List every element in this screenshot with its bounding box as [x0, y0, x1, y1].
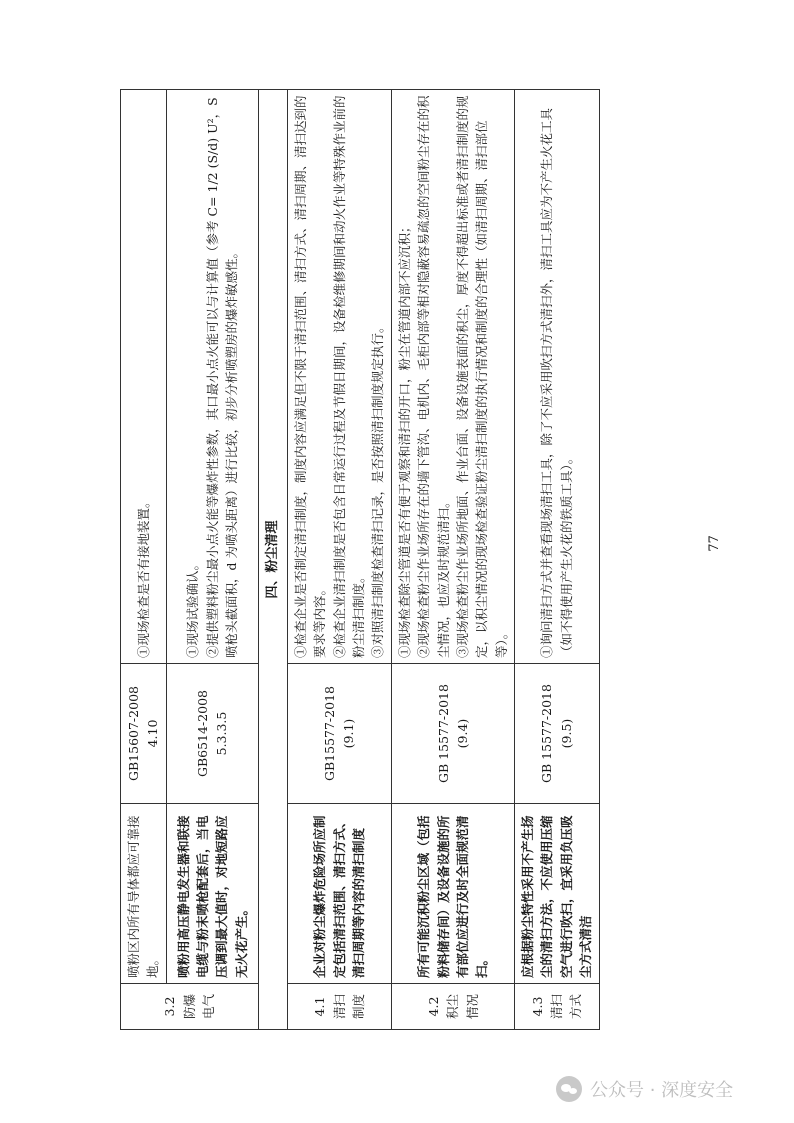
standard-line: GB6514-2008 — [194, 689, 210, 778]
section-title: 四、粉尘清理 — [258, 90, 287, 1030]
standard-cell — [391, 664, 514, 804]
watermark-text: 公众号 · 深度安全 — [590, 1080, 734, 1101]
table-row — [391, 90, 514, 1030]
requirement-cell: 所有可能沉积粉尘区域（包括粉料储存间）及设备设施的所有部位应进行及时全面规范清扫。 — [391, 804, 514, 984]
method-cell — [166, 90, 258, 664]
requirement-cell: 企业对粉尘爆炸危险场所应制定包括清扫范围、清扫方式、清扫周期等内容的清扫制度 — [287, 804, 391, 984]
standard-cell — [166, 664, 258, 804]
standard-cell — [121, 664, 167, 804]
table-row — [121, 90, 167, 1030]
requirement-cell: 应根据粉尘特性采用不产生扬尘的清扫方法，不应使用压缩空气进行吹扫，宜采用负压吸尘方式清洁 — [515, 804, 600, 984]
standard-line: GB 15577-2018 (9.4) — [435, 684, 470, 783]
method-cell — [515, 90, 600, 664]
item-cell: 4.1 清扫制度 — [287, 984, 391, 1030]
table-row — [166, 90, 258, 1030]
standard-line: GB 15577-2018 (9.5) — [539, 684, 574, 783]
item-cell: 3.2 防爆电气 — [121, 984, 259, 1030]
standard-cell — [287, 664, 391, 804]
inspection-table — [120, 89, 600, 1030]
method-cell — [391, 90, 514, 664]
method-line: ③对照清扫制度检查清扫记录，是否按照清扫制度规定执行。 — [370, 320, 386, 658]
page-number: 77 — [706, 535, 722, 552]
method-line: ①询问清扫方式并查看现场清扫工具，除了不应采用吹扫方式清扫外，清扫工具应为不产生火花工具（如不得使用产生火花的铁质工具）。 — [539, 107, 574, 658]
standard-cell — [515, 664, 600, 804]
method-line: ③现场检查粉尘作业场所地面、作业台面、设备设施表面的积尘，厚度不得超出标准或者清扫制度的规定，以积尘情况的现场检查验证粉尘清扫制度的执行情况和制度的合理性（如清扫周期、清扫部位等）。 — [454, 95, 509, 658]
standard-line: GB15577-2018 — [321, 686, 337, 781]
method-line: ②提供塑料粉尘最小点火能等爆炸性参数，其口最小点火能可以与计算值（参考 C= 1/2 (S/d) U²，S 喷枪头截面积，d 为喷头距离）进行比较，初步分析喷塑房的爆炸敏感性。 — [204, 97, 239, 658]
standard-line: GB15607-2008 — [126, 686, 141, 781]
method-cell — [121, 90, 167, 664]
item-cell: 4.2 积尘情况 — [391, 984, 514, 1030]
method-line: ①检查企业是否制定清扫制度，制度内容应满足但不限于清扫范围、清扫方式、清扫周期、清扫达到的要求等内容。 — [292, 95, 328, 658]
method-line: ①现场检查除尘管道是否有便于观察和清扫的开口，粉尘在管道内部不应沉积； — [396, 220, 412, 658]
rotated-page-content — [120, 90, 594, 1030]
item-cell: 4.3 清扫方式 — [515, 984, 600, 1030]
method-cell — [287, 90, 391, 664]
standard-line: 5.3.3.5 — [214, 711, 230, 756]
method-line: ①现场试验确认。 — [185, 557, 201, 658]
watermark — [556, 1076, 733, 1102]
method-line: ②检查企业清扫制度是否包含日常运行过程及节假日期间，设备检维修期间和动火作业等特殊作业前的粉尘清扫制度。 — [331, 95, 366, 658]
requirement-cell: 喷粉用高压静电发生器和联接电缆与粉末喷枪配套后，当电压调到最大值时，对地短路应无火花产生。 — [166, 804, 258, 984]
standard-line: (9.1) — [341, 718, 357, 749]
section-row — [258, 90, 287, 1030]
method-line: ②现场检查粉尘作业场所存在的墙下管沟、电机内、毛柜内部等相对隐蔽容易疏忽的空间粉尘存在的积尘情况，也应及时规范清扫。 — [416, 95, 451, 658]
table-row — [515, 90, 600, 1030]
method-line: ①现场检查是否有接地装置。 — [135, 495, 151, 658]
standard-line: 4.10 — [145, 719, 161, 748]
wechat-icon — [556, 1076, 582, 1102]
table-row — [287, 90, 391, 1030]
requirement-cell: 喷粉区内所有导体都应可靠接地。 — [121, 804, 167, 984]
